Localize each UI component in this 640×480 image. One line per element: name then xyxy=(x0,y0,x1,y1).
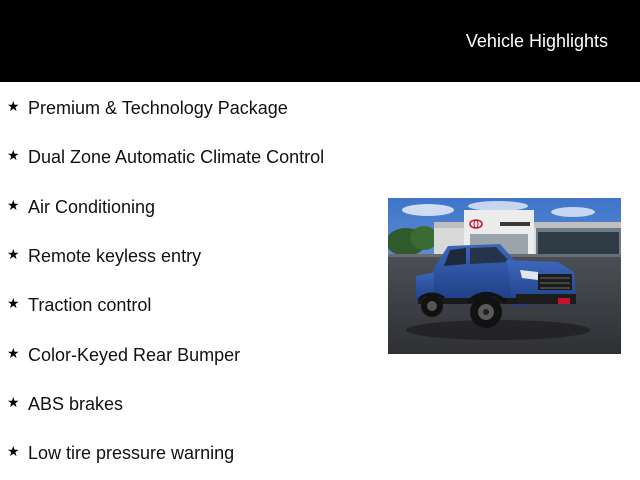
feature-label: Premium & Technology Package xyxy=(28,98,288,118)
feature-label: Traction control xyxy=(28,295,152,315)
feature-label: ABS brakes xyxy=(28,394,124,414)
feature-label: Dual Zone Automatic Climate Control xyxy=(28,147,325,167)
header-bar xyxy=(0,0,640,82)
feature-label: Color-Keyed Rear Bumper xyxy=(28,345,241,365)
star-icon: ★ xyxy=(7,197,20,213)
star-icon: ★ xyxy=(7,98,20,114)
star-icon: ★ xyxy=(7,246,20,262)
star-icon: ★ xyxy=(7,345,20,361)
feature-label: Low tire pressure warning xyxy=(28,443,235,463)
vehicle-photo xyxy=(388,198,621,354)
star-icon: ★ xyxy=(7,443,20,459)
star-icon: ★ xyxy=(7,147,20,163)
feature-label: Air Conditioning xyxy=(28,197,156,217)
star-icon: ★ xyxy=(7,295,20,311)
feature-label: Remote keyless entry xyxy=(28,246,202,266)
page-title: Vehicle Highlights xyxy=(465,31,608,51)
star-icon: ★ xyxy=(7,394,20,410)
